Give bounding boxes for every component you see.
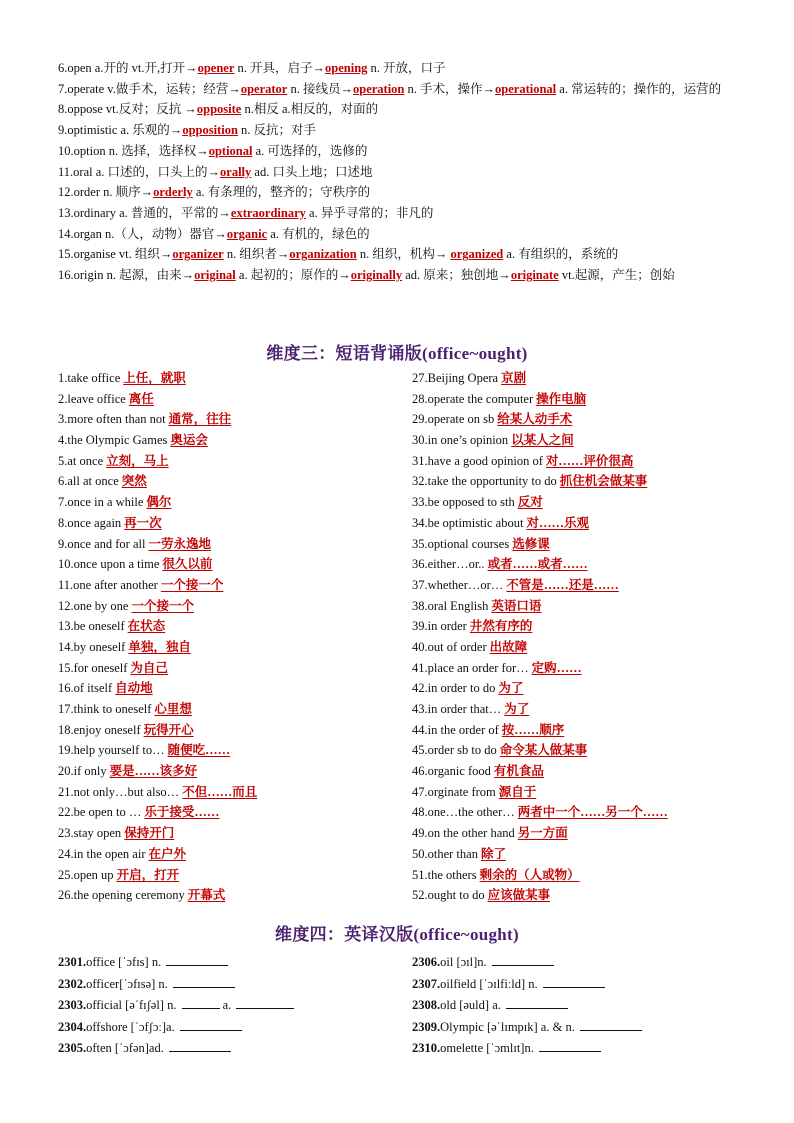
- vocab-row: [412, 952, 752, 974]
- phrase-row: [58, 575, 398, 596]
- phrase-english: 10.once upon a time: [58, 557, 160, 572]
- phrase-english: 49.on the other hand: [412, 826, 515, 841]
- derived-word-answer: orally: [220, 164, 252, 179]
- phrase-english: 44.in the order of: [412, 722, 499, 737]
- word-definition-text: ad. 口头上地；口述地: [251, 164, 373, 179]
- word-definition-text: a. 可选择的，选修的: [252, 143, 368, 158]
- phrase-row: [58, 389, 398, 410]
- phrase-english: 14.by oneself: [58, 639, 126, 654]
- phrase-english: 51.the others: [412, 867, 477, 882]
- phrase-chinese-answer: 再一次: [124, 515, 162, 530]
- word-definition-text: n. 组织，机构→: [356, 247, 451, 262]
- phrase-english: 6.all at once: [58, 474, 119, 489]
- phrase-english: 17.think to oneself: [58, 702, 152, 716]
- word-definition-text: a. 常运转的；操作的，运营的: [556, 81, 722, 96]
- phrase-row: [58, 823, 398, 844]
- phrase-row: [412, 575, 752, 596]
- answer-blank: [173, 975, 235, 988]
- phrase-row: [58, 637, 398, 658]
- phrase-chinese-answer: 上任，就职: [123, 371, 186, 385]
- phrase-english: 18.enjoy oneself: [58, 722, 141, 737]
- phrase-chinese-answer: 以某人之间: [511, 433, 574, 448]
- phrase-chinese-answer: 除了: [480, 846, 506, 861]
- vocab-number: 2308.: [412, 998, 441, 1012]
- phrase-row: [412, 844, 752, 865]
- phrase-row: [412, 596, 752, 617]
- phrase-chinese-answer: 在户外: [148, 846, 186, 861]
- phrase-chinese-answer: 另一方面: [517, 826, 568, 841]
- phrase-english: 24.in the open air: [58, 846, 146, 861]
- phrase-row: [412, 720, 752, 741]
- answer-blank: [506, 996, 568, 1009]
- phrase-chinese-answer: 定购……: [531, 660, 582, 675]
- phrase-chinese-answer: 一劳永逸地: [148, 536, 211, 551]
- phrase-chinese-answer: 很久以前: [162, 557, 213, 572]
- phrase-row: [412, 451, 752, 472]
- word-family-line: [58, 224, 742, 245]
- word-family-list: [58, 58, 742, 286]
- phrase-english: 38.oral English: [412, 598, 489, 613]
- answer-blank: [539, 1039, 601, 1052]
- phrase-chinese-answer: 突然: [121, 474, 147, 489]
- phrase-english: 45.order sb to do: [412, 743, 497, 758]
- phrase-english: 13.be oneself: [58, 619, 125, 634]
- phrase-row: [58, 513, 398, 534]
- phrase-row: [58, 430, 398, 451]
- phrase-chinese-answer: 井然有序的: [469, 619, 533, 634]
- answer-blank: [180, 1018, 242, 1031]
- phrase-chinese-answer: 反对: [517, 495, 543, 510]
- word-definition-text: a. 有条理的，整齐的；守秩序的: [192, 185, 371, 200]
- vocab-number: 2303.: [58, 998, 87, 1012]
- vocab-row: [58, 995, 398, 1017]
- phrase-english: 33.be opposed to sth: [412, 495, 515, 510]
- phrase-chinese-answer: 自动地: [115, 681, 153, 696]
- phrase-chinese-answer: 开幕式: [187, 888, 226, 903]
- phrase-english: 20.if only: [58, 764, 107, 779]
- vocab-number: 2305.: [58, 1041, 87, 1055]
- phrase-english: 48.one…the other…: [412, 805, 515, 820]
- phrase-row: [58, 616, 398, 637]
- phrase-chinese-answer: 立刻，马上: [106, 453, 169, 468]
- phrase-row: [412, 430, 752, 451]
- phrase-row: [58, 782, 398, 803]
- phrase-row: [58, 368, 398, 389]
- phrase-english: 30.in one’s opinion: [412, 433, 509, 448]
- phrase-english: 29.operate on sb: [412, 412, 495, 427]
- phrase-chinese-answer: 随便吃……: [167, 743, 231, 758]
- derived-word-answer: operation: [353, 81, 405, 96]
- vocab-word: old [əuld] a.: [440, 998, 504, 1012]
- vocab-number: 2309.: [412, 1019, 441, 1034]
- phrase-chinese-answer: 要是……该多好: [109, 764, 198, 779]
- phrase-row: [412, 409, 752, 430]
- word-definition-text: 8.oppose vt.反对；反抗 →: [58, 102, 197, 117]
- phrase-row: [58, 409, 398, 430]
- phrase-row: [412, 658, 752, 679]
- derived-word-answer: extraordinary: [230, 205, 306, 220]
- phrase-row: [58, 534, 398, 555]
- phrase-row: [412, 865, 752, 886]
- phrase-english: 34.be optimistic about: [412, 515, 524, 530]
- phrase-english: 32.take the opportunity to do: [412, 474, 557, 489]
- vocab-number: 2310.: [412, 1041, 441, 1055]
- phrase-chinese-answer: 命令某人做某事: [499, 743, 588, 758]
- phrase-chinese-answer: 对……乐观: [526, 515, 589, 530]
- word-family-line: [58, 265, 742, 286]
- phrase-english: 15.for oneself: [58, 660, 128, 675]
- phrase-english: 5.at once: [58, 453, 104, 468]
- word-definition-text: n. 开具，启子→: [234, 61, 326, 75]
- word-definition-text: a. 有机的，绿色的: [267, 226, 370, 241]
- phrase-chinese-answer: 选修课: [512, 536, 550, 551]
- answer-blank: [492, 953, 554, 966]
- vocab-number: 2307.: [412, 976, 441, 991]
- phrase-chinese-answer: 不管是……还是……: [506, 577, 619, 592]
- phrase-row: [412, 389, 752, 410]
- phrase-english: 50.other than: [412, 846, 478, 861]
- phrase-chinese-answer: 源自于: [498, 784, 537, 799]
- phrase-chinese-answer: 剩余的（人或物）: [479, 867, 580, 882]
- word-definition-text: 16.origin n. 起源，由来→: [58, 268, 195, 283]
- phrase-row: [412, 678, 752, 699]
- word-definition-text: n.相反 a.相反的，对面的: [241, 102, 379, 117]
- derived-word-answer: organized: [450, 247, 504, 262]
- phrase-english: 9.once and for all: [58, 536, 146, 551]
- vocab-row: [412, 974, 752, 996]
- phrase-english: 42.in order to do: [412, 681, 496, 696]
- phrase-chinese-answer: 通常，往往: [168, 412, 232, 427]
- phrase-chinese-answer: 按……顺序: [501, 722, 565, 737]
- word-definition-text: n. 反抗；对手: [237, 123, 317, 138]
- phrase-english: 8.once again: [58, 515, 122, 530]
- phrase-row: [412, 802, 752, 823]
- word-definition-text: a. 异乎寻常的；非凡的: [305, 205, 434, 220]
- phrase-chinese-answer: 或者……或者……: [487, 557, 588, 572]
- phrase-english: 52.ought to do: [412, 888, 485, 903]
- phrase-english: 35.optional courses: [412, 536, 510, 551]
- word-family-line: [58, 120, 742, 141]
- phrase-chinese-answer: 有机食品: [493, 764, 544, 779]
- derived-word-answer: opener: [197, 61, 235, 75]
- phrase-row: [412, 699, 752, 720]
- answer-blank: [543, 975, 605, 988]
- phrase-english: 31.have a good opinion of: [412, 453, 543, 468]
- answer-blank: [169, 1039, 231, 1052]
- phrase-chinese-answer: 两者中一个……另一个……: [517, 805, 668, 820]
- word-family-line: [58, 244, 742, 265]
- derived-word-answer: organization: [289, 247, 357, 262]
- answer-blank: [580, 1018, 642, 1031]
- phrase-english: 1.take office: [58, 371, 121, 385]
- word-definition-text: 6.open a.开的 vt.开,打开→: [58, 61, 198, 75]
- answer-blank: [182, 996, 220, 1009]
- phrase-chinese-answer: 在状态: [127, 619, 166, 634]
- phrase-chinese-answer: 一个接一个: [160, 577, 224, 592]
- phrase-row: [412, 637, 752, 658]
- phrase-row: [58, 471, 398, 492]
- phrase-chinese-answer: 保持开门: [124, 826, 175, 841]
- vocab-row: [58, 952, 398, 974]
- derived-word-answer: organic: [226, 226, 268, 241]
- derived-word-answer: optional: [208, 143, 253, 158]
- phrase-chinese-answer: 操作电脑: [536, 391, 587, 406]
- phrase-chinese-answer: 偶尔: [146, 495, 172, 510]
- phrase-row: [58, 699, 398, 720]
- phrase-row: [412, 761, 752, 782]
- phrase-row: [58, 740, 398, 761]
- phrase-row: [58, 802, 398, 823]
- word-definition-text: 10.option n. 选择，选择权→: [58, 143, 209, 158]
- vocab-row: [58, 974, 398, 996]
- phrase-row: [412, 492, 752, 513]
- vocab-number: 2301.: [58, 955, 87, 969]
- word-definition-text: 9.optimistic a. 乐观的→: [58, 123, 183, 138]
- word-definition-text: a. 有组织的，系统的: [503, 247, 619, 262]
- phrase-chinese-answer: 为了: [504, 702, 530, 716]
- phrase-english: 46.organic food: [412, 764, 491, 779]
- phrase-chinese-answer: 给某人动手术: [497, 412, 573, 427]
- phrase-english: 39.in order: [412, 619, 467, 634]
- vocab-row: [412, 995, 752, 1017]
- section-four-title: 维度四：英译汉版(office~ought): [275, 925, 519, 944]
- phrase-english: 11.one after another: [58, 577, 158, 592]
- word-definition-text: ad. 原来；独创地→: [402, 268, 511, 283]
- phrase-column-left: [58, 368, 398, 906]
- section-three-title: 维度三：短语背诵版(office~ought): [266, 344, 528, 363]
- phrase-chinese-answer: 不但……而且: [182, 784, 258, 799]
- vocab-number: 2304.: [58, 1019, 87, 1034]
- word-family-line: [58, 203, 742, 224]
- phrase-chinese-answer: 京剧: [501, 371, 527, 385]
- phrase-row: [412, 885, 752, 906]
- phrase-english: 7.once in a while: [58, 495, 144, 510]
- phrase-row: [412, 823, 752, 844]
- phrase-chinese-answer: 为了: [498, 681, 524, 696]
- vocab-word: oilfield [ˈɔɪlfiːld] n.: [440, 976, 541, 991]
- word-definition-text: n. 开放，口子: [367, 61, 446, 75]
- vocab-number: 2302.: [58, 976, 87, 991]
- phrase-row: [58, 596, 398, 617]
- word-definition-text: 7.operate v.做手术，运转；经营→: [58, 81, 241, 96]
- phrase-row: [58, 720, 398, 741]
- phrase-english: 3.more often than not: [58, 412, 166, 427]
- phrase-row: [58, 658, 398, 679]
- word-definition-text: vt.起源，产生；创始: [558, 268, 675, 283]
- phrase-chinese-answer: 单独，独自: [128, 639, 191, 654]
- phrase-row: [58, 678, 398, 699]
- word-definition-text: a. 起初的；原作的→: [235, 268, 351, 283]
- phrase-row: [58, 451, 398, 472]
- phrase-row: [412, 534, 752, 555]
- vocab-word: often [ˈɔfən]ad.: [86, 1041, 167, 1055]
- phrase-english: 19.help yourself to…: [58, 743, 165, 758]
- phrase-row: [58, 761, 398, 782]
- derived-word-answer: organizer: [172, 247, 224, 262]
- phrase-row: [58, 885, 398, 906]
- phrase-row: [58, 554, 398, 575]
- phrase-chinese-answer: 应该做某事: [487, 888, 551, 903]
- derived-word-answer: originate: [510, 268, 559, 283]
- phrase-row: [412, 554, 752, 575]
- phrase-chinese-answer: 出故障: [489, 639, 528, 654]
- derived-word-answer: operational: [495, 81, 557, 96]
- phrase-english: 28.operate the computer: [412, 391, 534, 406]
- derived-word-answer: orderly: [153, 185, 193, 200]
- word-definition-text: n. 组织者→: [223, 247, 290, 262]
- phrase-chinese-answer: 开启，打开: [116, 867, 180, 882]
- phrase-english: 47.orginate from: [412, 784, 496, 799]
- phrase-chinese-answer: 一个接一个: [131, 598, 194, 613]
- phrase-english: 41.place an order for…: [412, 660, 529, 675]
- phrase-english: 16.of itself: [58, 681, 113, 696]
- phrase-column-right: [412, 368, 752, 906]
- phrase-chinese-answer: 英语口语: [491, 598, 542, 613]
- word-definition-text: n. 手术，操作→: [404, 81, 496, 96]
- phrase-english: 25.open up: [58, 867, 114, 882]
- phrase-row: [412, 616, 752, 637]
- phrase-row: [412, 368, 752, 389]
- phrase-row: [412, 471, 752, 492]
- vocab-word: offshore [ˈɔfʃɔː]a.: [86, 1019, 178, 1034]
- phrase-english: 36.either…or..: [412, 557, 485, 572]
- phrase-english: 37.whether…or…: [412, 577, 504, 592]
- vocab-row: [58, 1038, 398, 1060]
- vocab-word: office [ˈɔfɪs] n.: [86, 955, 165, 969]
- vocab-word: omelette [ˈɔmlɪt]n.: [440, 1041, 537, 1055]
- word-definition-text: 14.organ n.（人，动物）器官→: [58, 226, 227, 241]
- phrase-english: 26.the opening ceremony: [58, 888, 185, 903]
- phrase-english: 40.out of order: [412, 639, 487, 654]
- phrase-row: [412, 513, 752, 534]
- vocab-row: [58, 1017, 398, 1039]
- derived-word-answer: opposition: [182, 123, 238, 138]
- phrase-english: 2.leave office: [58, 391, 126, 406]
- phrase-english: 4.the Olympic Games: [58, 433, 168, 448]
- derived-word-answer: opening: [325, 61, 368, 75]
- phrase-english: 43.in order that…: [412, 702, 502, 716]
- word-definition-text: 12.order n. 顺序→: [58, 185, 154, 200]
- phrase-english: 21.not only…but also…: [58, 784, 180, 799]
- phrase-chinese-answer: 心里想: [154, 702, 192, 716]
- vocab-pos: a.: [222, 998, 235, 1012]
- vocab-column-right: [412, 952, 752, 1060]
- vocab-word: oil [ɔɪl]n.: [440, 955, 490, 969]
- word-family-line: [58, 141, 742, 162]
- phrase-chinese-answer: 奥运会: [170, 433, 208, 448]
- word-definition-text: n. 接线员→: [287, 81, 353, 96]
- phrase-row: [412, 740, 752, 761]
- word-definition-text: 15.organise vt. 组织→: [58, 247, 173, 262]
- phrase-row: [412, 782, 752, 803]
- derived-word-answer: operator: [240, 81, 288, 96]
- vocab-word: officer[ˈɔfɪsə] n.: [86, 976, 171, 991]
- phrase-english: 22.be open to …: [58, 805, 142, 820]
- word-family-line: [58, 182, 742, 203]
- vocab-word: Olympic [əˈlɪmpɪk] a. & n.: [440, 1019, 578, 1034]
- vocab-word: official [əˈfɪʃəl] n.: [86, 998, 180, 1012]
- phrase-english: 23.stay open: [58, 826, 122, 841]
- phrase-english: 12.one by one: [58, 598, 129, 613]
- derived-word-answer: opposite: [196, 102, 242, 117]
- phrase-chinese-answer: 乐于接受……: [144, 805, 220, 820]
- phrase-chinese-answer: 离任: [128, 391, 154, 406]
- word-family-line: [58, 79, 742, 100]
- word-family-line: [58, 99, 742, 120]
- phrase-row: [58, 492, 398, 513]
- phrase-english: 27.Beijing Opera: [412, 371, 499, 385]
- word-family-line: [58, 162, 742, 183]
- derived-word-answer: original: [194, 268, 236, 283]
- answer-blank: [166, 953, 228, 966]
- derived-word-answer: originally: [350, 268, 403, 283]
- vocab-row: [412, 1017, 752, 1039]
- phrase-row: [58, 844, 398, 865]
- phrase-chinese-answer: 对……评价很高: [545, 453, 634, 468]
- vocab-row: [412, 1038, 752, 1060]
- word-definition-text: 11.oral a. 口述的，口头上的→: [58, 164, 221, 179]
- phrase-chinese-answer: 为自己: [130, 660, 168, 675]
- answer-blank: [236, 996, 294, 1009]
- phrase-chinese-answer: 玩得开心: [143, 722, 194, 737]
- phrase-row: [58, 865, 398, 886]
- word-definition-text: 13.ordinary a. 普通的，平常的→: [58, 205, 231, 220]
- phrase-chinese-answer: 抓住机会做某事: [559, 474, 648, 489]
- word-family-line: [58, 58, 742, 79]
- vocab-column-left: [58, 952, 398, 1060]
- vocab-number: 2306.: [412, 955, 441, 969]
